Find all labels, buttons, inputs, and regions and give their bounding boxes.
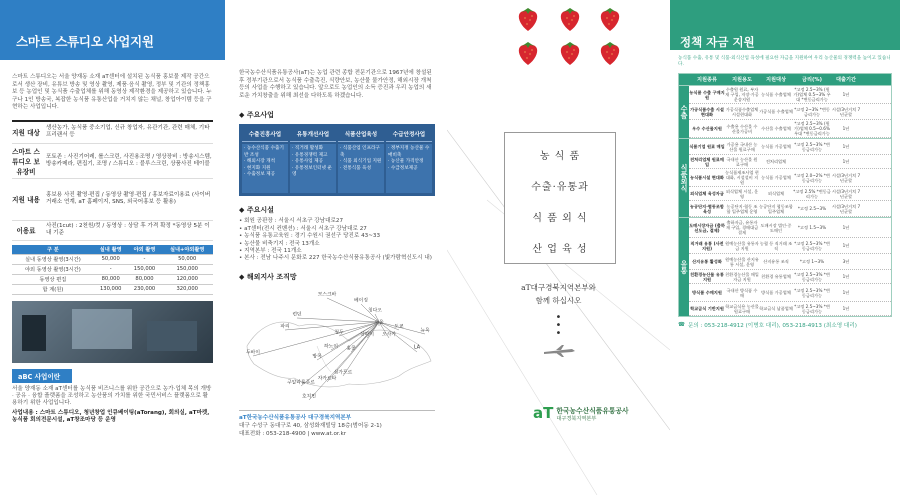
biz-column [242,127,288,193]
fund-table-header: 지원용도 [731,77,753,83]
fund-cell: 전처리업체 [765,159,787,164]
facility-label: 주요시설 [246,206,274,215]
fund-cell: *고정 2.5~3% *변동금리가능 [794,303,830,314]
contact-text: 문의 : 053-218-4912 (이병호 대리), 053-218-4913 (최소영 대리) [687,323,857,329]
footer-address: 대구 수성구 동대구로 40, 삼성화재빌딩 18층(범어동 2-1) [239,422,382,429]
city-label: 홍콩 [346,346,356,352]
fund-cell: *고정 2.5~3% *변동금리가능 [794,141,830,152]
biz-column [386,127,432,193]
biz-item: · 농수산식품 수출기반 조성 [244,146,284,158]
fund-group [679,217,891,316]
info-row-text: 생산농가, 농식품 중소기업, 신규 창업자, 유관기관, 관련 매체, 기타 프리랜서 등 [46,125,210,139]
biz-column-title: 수출진흥사업 [242,127,288,142]
fund-cell: 수산물 수출업체 [761,126,791,131]
fund-row [689,86,891,104]
dots-decor: • • • [555,312,562,339]
fund-cell: 학교급식 기반지원 [690,306,724,311]
biz-item: · 직거래 활성화 [292,146,324,152]
table-row [12,274,213,284]
fund-cell: *고정 2.0~2% *변동금리가능 [794,172,830,183]
fund-cell: 수출원 원료, 부자재 구입, 저장·가공 운송지원 [725,87,759,102]
fund-cell: 식품기업 원료 매입 [689,144,725,149]
city-label: 서울 [374,320,384,326]
city-label: 뉴욕 [420,328,430,334]
panel-cover [447,0,670,495]
fund-table-header: 금리(%) [802,77,822,83]
fund-cell: 가공식품 수출업체 [759,109,793,114]
info-row [12,122,213,144]
fund-cell: 농식품제조사업 현대화, 시설설비 지원 [725,170,759,185]
biz-item: · 식품산업 인프라구축 [340,146,380,158]
abc-text: 서울 양재동 소재 aT센터를 농식품 비즈니스를 위한 공간으로 농가·업체 목의 개방 · 공유 · 융합 플랫폼을 조성하고 농산품의 가치를 위한 국민서비스 플랫폼으로 활용하기 위한 사업입니다. [12,385,212,406]
table-header: 구 분 [12,245,94,255]
fund-cell: 국내산 방식품 수매 [726,287,758,298]
main-biz-label: 주요사업 [246,111,274,120]
table-header: 실내+야외촬영 [161,245,213,255]
fund-table-header: 대출기간 [835,77,857,83]
city-label: 칭다오 [368,308,382,314]
city-label: 도쿄 [394,324,404,330]
fund-group [679,85,891,138]
facility-item: • 본사 : 전남 나주시 문화로 227 한국농수산식품유통공사 (빛가람혁신도시 내) [239,255,432,262]
fund-cell: 농식품 가공업체 [761,144,791,149]
facility-item: • 농식품 유통교육원 : 경기 수원시 권선구 당진로 43~33 [239,233,380,240]
fund-cell: *고정 2.5~3% *변동금리가능 [794,287,830,298]
about-text: 한국농수산식품유통공사(aT)는 농업 관련 종합 전문기관으로 1967년에 창설된 후 정부기관으로서 농식품 수출촉진, 식량안보, 농산물 물가안정, 해외시장 개척 등의 사업을 수행하고 있습니다. 앞으로도 농업인의 소득 증진과 우리 농업의 새로운 가치창출을 위해 최선을 다하도록 하겠습니다. [239,70,432,99]
fund-cell: 도매시장자금 (출하선도금, 결제) [689,222,725,233]
city-label: 베이징 [354,298,368,304]
info-row-text: 홍보용 사진 촬영·편집 / 동영상 촬영·편집 / 홍보자료이용료 (사이버거래소 연계, aT 홈페이지, SNS, 외국어홍보 등 활용) [46,192,211,206]
logo-name: 한국농수산식품유통공사 [556,406,629,415]
fund-cell: 출하자금, 유통자재 구입, 경매대금 결제 [725,220,759,235]
panel-header [670,0,900,50]
fund-table-header: 지원종류 [696,77,718,83]
fund-cell: 시설/3년거치 7년균할 [831,203,861,214]
logo [533,404,629,422]
table-cell: 120,000 [161,274,213,284]
city-label: 런던 [292,312,302,318]
abc-items: 사업내용 : 스마트 스튜디오, 청년창업 인큐베이팅(aTorang), 회의실, aT마켓, 농식품 회의전문시설, aT창조마당 등 운영 [12,409,210,424]
fund-cell: 가공식품수출 시설현대화 [690,106,724,117]
city-label: 오사카 [382,332,396,338]
logo-sub: 대구경북지역본부 [556,415,597,422]
fund-cell: 가공용 국내산 농산물 원료구매 [726,141,758,152]
fund-row [689,120,891,138]
world-map [239,286,435,404]
panel-about [225,0,447,495]
at-logo-icon: aT [533,404,554,422]
fund-cell: 1년 [842,92,850,97]
fund-cell: 전처리업체 원료매입 [690,156,724,167]
facility-item: • 지역본부 : 전국 11개소 [239,248,302,254]
fund-cell: 농공단지·협동 조합 입주업체 운영 [726,203,758,214]
fund-cell: 농식품 가공업체 [761,175,791,180]
fund-cell: 1년 [842,306,850,311]
fund-cell: 외식업체 [767,191,785,196]
panel-title: 스마트 스튜디오 사업지원 [16,34,154,49]
info-row-label: 이용료 [16,227,36,236]
info-row-label: 스마트 스튜디오 보유장비 [12,147,40,176]
table-cell: 야외 동영상 촬영(3시간) [12,264,94,274]
fund-cell: 1년 [842,290,850,295]
fund-cell: 학교급식용 농산물 원료구매 [725,303,759,314]
info-row-label: 지원 내용 [12,196,40,205]
biz-item: · 식품 외식기업 지원 [340,159,382,165]
table-row [12,254,213,264]
facility-item: • 회원 공판장 : 서울시 서초구 강남대로27 [239,218,344,225]
city-label: 파리 [280,324,290,330]
fund-row [689,104,891,120]
fund-cell: *고정 1~3% [799,259,825,264]
fund-cell: 원예농산물 산지유통 시설, 운영 [725,256,759,267]
fund-cell: 친환경농산물 매입자금 지원 [725,271,759,282]
biz-grid [239,124,435,196]
fund-group-label: 수출 [679,86,689,138]
city-label: 싱가포르 [333,370,353,376]
city-label: 방콕 [312,354,322,360]
airplane-icon [542,342,576,352]
fund-cell: 우수 수산물지원 [692,126,722,131]
city-label: 모스크바 [317,292,337,298]
fund-cell: 농식품 수출업체 [761,92,791,97]
city-label: 호치민 [302,394,316,400]
biz-item: · 수급정보제공 [388,165,418,171]
intro-text: 스마트 스튜디오는 서울 양재동 소재 aT센터에 설치된 농식품 홍보물 제작 공간으로서 생산 장비, 유튜브 방송 및 영상 촬영, 제품·음식 촬영, 정부 및 기관의 정책홍보 등 농업인 및 농식품 수출업체를 위해 동영상 제작환경을 제공하고 있습니다. 누구나 1인 방송국, 복잡한 농식품 유통산업을 거치지 않는 채널, 창업아이템 등을 구현하는 사업입니다. [12,74,212,111]
fund-cell: 농공단지 협동조합 입주업체 [759,203,793,214]
fund-cell: *고정 2.5~3% (원가)업체 0.5~3% 우대 *변동금리가능 [793,87,831,102]
fund-cell: 산지유통 조직 [763,259,789,264]
table-cell: 실내 동영상 촬영(3시간) [12,254,94,264]
overseas-title: ◆ 해외지사 조직망 [239,272,297,281]
fund-cell: 농공단지·협동조합육성 [690,203,724,214]
city-label: 하노이 [324,344,338,350]
fee-table [12,245,213,295]
fund-cell: 농협 등 직거래 조직 [759,240,793,251]
table-row [12,264,213,274]
main-biz-title: ◆ 주요사업 [239,111,274,120]
fund-cell: *고정 2.5~3% (원가)업체 0.5~0.6% 우대 *변동금리가능 [794,121,830,136]
biz-column-title: 유통개선사업 [290,127,336,142]
fund-cell: 외식업체 육성자금 [690,191,724,196]
fund-row [689,155,891,169]
table-cell: 80,000 [94,274,128,284]
fund-cell: 1년 [842,274,850,279]
biz-column-title: 식품산업육성 [338,127,384,142]
together-text: 함께 하십시오 [535,296,582,305]
biz-item: · 유통사업 제공 [292,159,324,165]
fund-group [679,138,891,217]
table-cell: 합 계(원) [12,284,94,294]
city-label: 청두 [334,330,344,336]
fund-row [689,139,891,155]
slogan-line: 농 식 품 [539,151,581,162]
table-cell: 50,000 [94,254,128,264]
fund-row [689,201,891,217]
info-row-text: 포토존 : 사진기어레, 롤스크린, 사진용조명 / 영상장비 : 방송시스템, 방송카메라, 편집기, 조명 / 스튜디오 : 블루스크린, 상품사진 테이블 [46,153,212,167]
slogan-line: 수출·유통과 [531,182,589,193]
city-label: 두바이 [246,350,260,356]
panel-policy-fund [670,0,900,495]
table-cell: 150,000 [128,264,162,274]
info-row-label: 지원 대상 [12,129,40,138]
fund-row [689,284,891,302]
table-cell: 80,000 [128,274,162,284]
fund-cell: *고정 2.5~3% [797,206,827,211]
fund-cell: 시설/3년거치 7년균할 [831,188,861,199]
table-header: 야외 촬영 [128,245,162,255]
biz-item: · 수출정보 제공 [244,172,276,177]
biz-item: · 현지화 지원 [244,165,271,171]
fund-table [678,73,892,317]
fund-cell: 산지유통 활성화 [692,259,722,264]
fund-cell: *고정 2~3% *변동금리가능 [794,106,830,117]
fund-intro: 농식품 수출, 유통 및 식품·외식산업 육성에 필요한 자금을 지원하여 우리 농산물의 경쟁력을 높이고 있습니다. [678,56,891,67]
fund-cell: 3년 [842,259,850,264]
panel-smart-studio [0,0,225,495]
facility-item: • 농산물 비축기지 : 전국 13개소 [239,240,320,247]
fund-row [689,187,891,201]
fund-cell: 친환경농산물 유통지원 [690,271,724,282]
overseas-label: 해외지사 조직망 [246,272,297,281]
studio-photo [12,301,213,363]
city-label: 자카르타 [317,376,337,382]
table-cell: 130,000 [94,284,128,294]
fund-table-header: 지원대상 [765,77,787,83]
table-cell: - [94,264,128,274]
table-cell: 320,000 [161,284,213,294]
fund-cell: 학교급식 납품업체 [759,306,793,311]
fund-cell: 방식품 가공업체 [761,290,791,295]
biz-item: · 전통식품 육성 [340,165,372,171]
fund-row [689,218,891,238]
branch-text: aT대구경북지역본부와 [521,283,596,292]
phone-icon: ☎ [678,322,685,328]
fund-cell: 1년 [842,159,850,164]
biz-item: · 유통정보인터넷 운영 [292,165,332,177]
fund-cell: 1년 [842,144,850,149]
fund-cell: 1년 [842,126,850,131]
slogan-line: 식 품 외 식 [532,213,588,224]
table-cell: 동영상 편집 [12,274,94,284]
fund-cell: 수출용 수산물 수산물가공비 [726,123,758,134]
biz-column-title: 수급안정사업 [386,127,432,142]
fund-row [689,238,891,254]
info-row [12,221,213,241]
table-header: 실내 촬영 [94,245,128,255]
fund-cell: 친환경 유통업체 [761,274,791,279]
fund-row [689,254,891,270]
fund-cell: 농식품시설 현대화 [690,175,724,180]
fund-cell: 원예농산물 유통자금 지원 [725,240,759,251]
facility-title: ◆ 주요시설 [239,206,274,215]
biz-item: · 해외시장 개척 [244,159,276,165]
footer-title: aT한국농수산식품유통공사 대구경북지역본부 [239,414,352,421]
city-label: 쿠알라룸푸르 [287,380,315,386]
fund-cell: 직거래 유통 (사전지원) [690,240,724,251]
slogan-box [504,132,616,264]
fund-cell: 도매시장 법인·중도매인 [760,222,792,233]
fund-cell: 시설/3년거치 7년균할 [831,106,861,117]
city-label: LA [413,345,421,351]
fund-cell: 1년 [842,243,850,248]
fund-cell: 농식품 수출 구매지원 [689,89,725,100]
fund-cell: 가공식품수출업체 시설현대화 [725,106,759,117]
slogan-line: 산 업 육 성 [532,244,588,255]
table-cell: 50,000 [161,254,213,264]
city-label: 상하이 [360,332,374,338]
table-cell: 150,000 [161,264,213,274]
facility-item: • aT센터(전시 컨벤션) : 서울시 서초구 강남대로 27 [239,225,367,232]
fund-row [689,302,891,316]
biz-item: · 유통경쟁력 제고 [292,152,328,158]
fund-group-label: 유통 [679,218,689,316]
fund-cell: *고정 2.5~3% *변동금리가능 [794,271,830,282]
panel-header [0,0,225,60]
fund-cell: 방식품 수매지원 [692,290,722,295]
info-row [12,179,213,221]
info-row-text: 사진(1cut) : 2천원/컷 / 동영상 : 상담 후 가격 확정 *동영상 5분 이내 기준 [46,222,210,237]
biz-column [338,127,384,193]
fund-cell: 국내산 농산물 원료구매 [726,156,758,167]
fund-cell: *고정 1.5~3% [797,225,827,230]
table-cell: 230,000 [128,284,162,294]
biz-column [290,127,336,193]
fund-row [689,169,891,187]
info-row [12,144,213,179]
fund-cell: 외식업체 시설, 운영 [725,188,759,199]
fund-group-label: 식품외식 [679,139,689,217]
biz-item: · 농산물 가격안정 [388,159,424,165]
fund-cell: 시설/3년거치 7년균할 [831,172,861,183]
abc-header: aBC 사업이란 [12,369,72,383]
table-row [12,284,213,294]
biz-item: · 정부지정 농산물 수매비축 [388,146,430,158]
footer-tel: 대표전화 : 053-218-4900 | www.at.or.kr [239,430,347,437]
fund-row [689,270,891,284]
fund-cell: 1년 [842,225,850,230]
contact-row [678,321,892,329]
panel-title: 정책 자금 지원 [680,35,755,49]
fund-cell: *고정 2.5~3% *변동금리가능 [794,240,830,251]
fund-cell: *고정 2.5% *변동금리가능 [793,188,831,199]
table-cell: - [128,254,162,264]
